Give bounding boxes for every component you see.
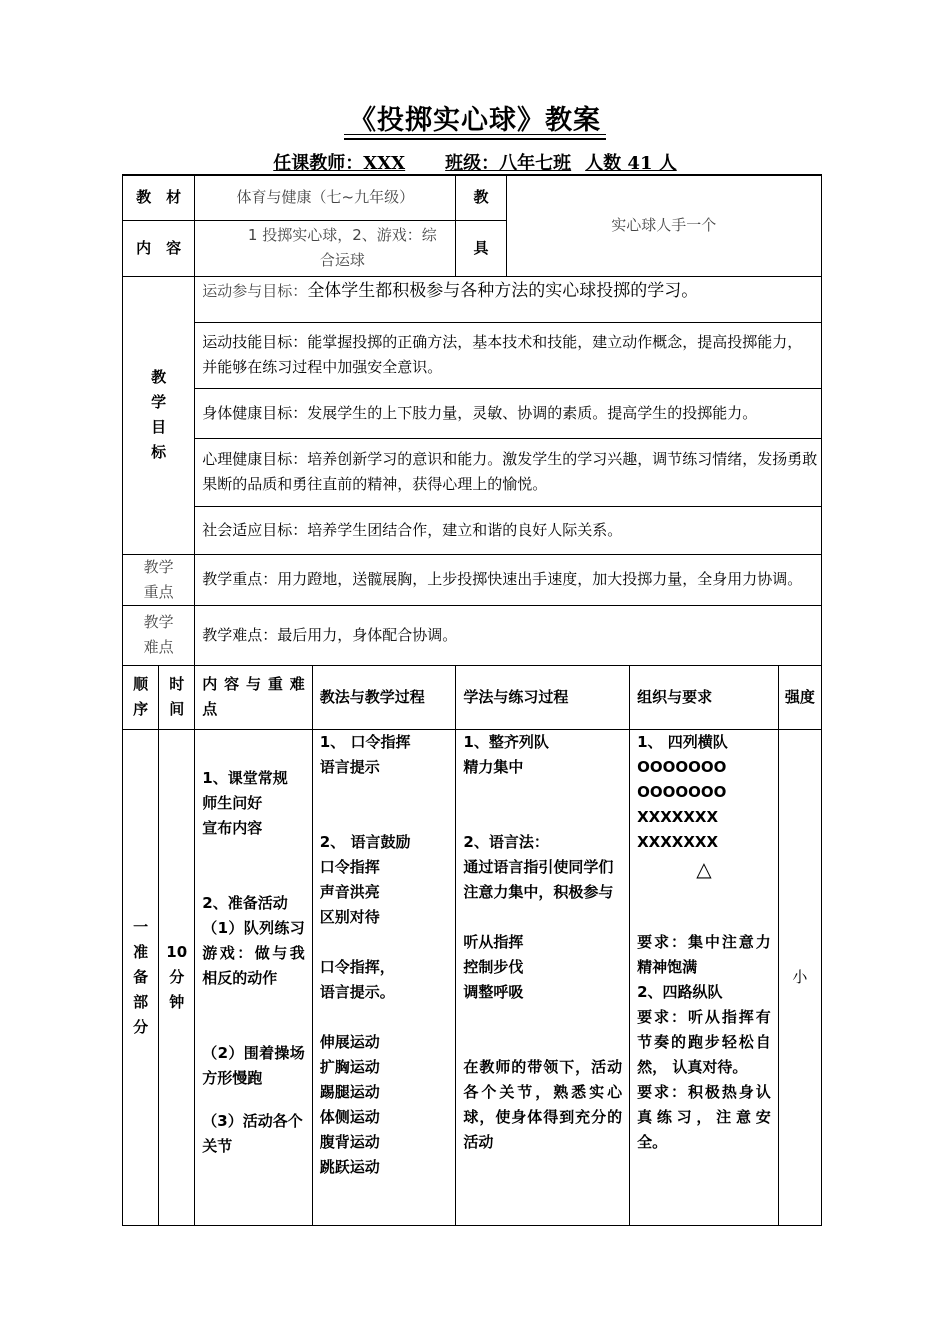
col-time: 时间 xyxy=(159,665,195,729)
content-line: 师生问好 xyxy=(202,793,263,812)
method-line: 口令指挥 xyxy=(319,857,380,876)
practice-line: 通过语言指引使同学们注意力集中，积极参与 xyxy=(463,857,614,901)
practice-line: 2、语言法： xyxy=(463,832,549,851)
order-char: 备 xyxy=(133,967,149,986)
time-part: 分 xyxy=(169,967,185,986)
goals-label-char: 目 xyxy=(151,418,167,436)
section1-practice xyxy=(456,729,630,1225)
time-part: 钟 xyxy=(169,992,185,1011)
count-label: 人数 41 人 xyxy=(585,153,677,174)
material-label: 教 材 xyxy=(123,175,195,220)
practice-line: 控制步伐 xyxy=(463,957,524,976)
formation-row: OOOOOOO xyxy=(637,757,727,776)
method-line: 语言提示。 xyxy=(319,982,395,1001)
col-practice: 学法与练习过程 xyxy=(456,665,630,729)
org-line: 要求：听从指挥有节奏的跑步轻松自然， 认真对待。 xyxy=(637,1007,771,1076)
practice-line: 调整呼吸 xyxy=(463,982,524,1001)
formation-row: XXXXXXX xyxy=(637,807,719,826)
goals-label-char: 教 xyxy=(151,368,167,386)
order-char: 一 xyxy=(133,917,149,936)
method-line: 踢腿运动 xyxy=(319,1082,380,1101)
equipment-label-1: 教 xyxy=(456,175,506,220)
teacher-triangle-icon: △ xyxy=(696,856,712,881)
col-organization: 组织与要求 xyxy=(630,665,779,729)
col-order: 顺序 xyxy=(123,665,159,729)
method-line: 体侧运动 xyxy=(319,1107,380,1126)
method-line: 1、 口令指挥 xyxy=(319,732,411,751)
content-line: （2）围着操场方形慢跑 xyxy=(202,1043,305,1087)
content-value: 1 投掷实心球，2、游戏：综合运球 xyxy=(195,220,456,276)
goals-label-char: 标 xyxy=(151,443,167,461)
section1-intensity: 小 xyxy=(778,729,821,1225)
page-title: 《投掷实心球》教案 xyxy=(349,105,601,136)
method-line: 伸展运动 xyxy=(319,1032,380,1051)
goal-skill: 运动技能目标：能掌握投掷的正确方法，基本技术和技能，建立动作概念，提高投掷能力，并能够在练习过程中加强安全意识。 xyxy=(195,322,822,388)
method-line: 语言提示 xyxy=(319,757,380,776)
content-line: 2、准备活动 xyxy=(202,893,288,912)
org-line: 要求：积极热身认真练习，注意安全。 xyxy=(637,1082,771,1151)
practice-line: 1、整齐列队 xyxy=(463,732,549,751)
subtitle xyxy=(0,149,950,175)
col-method: 教法与教学过程 xyxy=(312,665,456,729)
difficulty-label-line: 难点 xyxy=(143,638,174,656)
content-line: 宣布内容 xyxy=(202,818,263,837)
difficulty-label-line: 教学 xyxy=(143,613,174,631)
method-line: 2、 语言鼓励 xyxy=(319,832,411,851)
col-intensity: 强度 xyxy=(778,665,821,729)
content-line: 1、课堂常规 xyxy=(202,768,288,787)
practice-line: 在教师的带领下，活动各个关节，熟悉实心球，使身体得到充分的活动 xyxy=(463,1057,623,1151)
order-char: 分 xyxy=(133,1017,149,1036)
formation-row: XXXXXXX xyxy=(637,832,719,851)
goal-social: 社会适应目标：培养学生团结合作，建立和谐的良好人际关系。 xyxy=(195,506,822,554)
org-line: 要求：集中注意力精神饱满 xyxy=(637,932,771,976)
focus-label-line: 教学 xyxy=(143,557,174,576)
content-label: 内 容 xyxy=(123,220,195,276)
difficulty-label xyxy=(123,605,195,665)
equipment-value: 实心球人手一个 xyxy=(506,175,821,276)
lesson-plan-table xyxy=(122,174,822,1226)
goal-mental: 心理健康目标：培养创新学习的意识和能力。激发学生的学习兴趣，调节练习情绪，发扬勇敢果断的品质和勇往直前的精神，获得心理上的愉悦。 xyxy=(195,438,822,506)
org-line: 2、四路纵队 xyxy=(637,982,723,1001)
method-line: 区别对待 xyxy=(319,907,380,926)
formation-row: OOOOOOO xyxy=(637,782,727,801)
practice-line: 听从指挥 xyxy=(463,932,524,951)
section1-content xyxy=(195,729,312,1225)
equipment-label-2: 具 xyxy=(456,220,506,276)
content-line: （3）活动各个关节 xyxy=(202,1111,303,1155)
content-line: （1）队列练习游戏：做与我相反的动作 xyxy=(202,918,305,987)
goals-label xyxy=(123,276,195,554)
title-underline-thin xyxy=(344,134,606,135)
goal-physical: 身体健康目标：发展学生的上下肢力量，灵敏、协调的素质。提高学生的投掷能力。 xyxy=(195,388,822,438)
section1-method xyxy=(312,729,456,1225)
method-line: 声音洪亮 xyxy=(319,882,380,901)
teacher-label: 任课教师：XXX xyxy=(273,153,406,174)
practice-line: 精力集中 xyxy=(463,757,524,776)
class-label: 班级：八年七班 xyxy=(445,153,572,174)
material-value: 体育与健康（七~九年级） xyxy=(195,175,456,220)
order-char: 部 xyxy=(133,992,149,1011)
goals-label-char: 学 xyxy=(151,393,167,411)
section1-order xyxy=(123,729,159,1225)
org-line: 1、 四列横队 xyxy=(637,732,728,751)
goal-participation xyxy=(195,276,822,322)
time-part: 10 xyxy=(166,942,188,961)
section1-time xyxy=(159,729,195,1225)
section1-organization xyxy=(630,729,779,1225)
col-content: 内 容 与 重 难 点 xyxy=(195,665,312,729)
method-line: 口令指挥， xyxy=(319,957,395,976)
title-underline-thick xyxy=(344,138,606,140)
goal-participation-text: 全体学生都积极参与各种方法的实心球投掷的学习。 xyxy=(307,280,699,301)
method-line: 腹背运动 xyxy=(319,1132,380,1151)
difficulty-text: 教学难点：最后用力，身体配合协调。 xyxy=(195,605,822,665)
order-char: 准 xyxy=(133,942,149,961)
focus-text: 教学重点：用力蹬地，送髋展胸，上步投掷快速出手速度，加大投掷力量，全身用力协调。 xyxy=(195,554,822,605)
goal-participation-label: 运动参与目标： xyxy=(202,281,308,300)
method-line: 跳跃运动 xyxy=(319,1157,380,1176)
focus-label xyxy=(123,554,195,605)
method-line: 扩胸运动 xyxy=(319,1057,380,1076)
focus-label-line: 重点 xyxy=(143,582,174,601)
